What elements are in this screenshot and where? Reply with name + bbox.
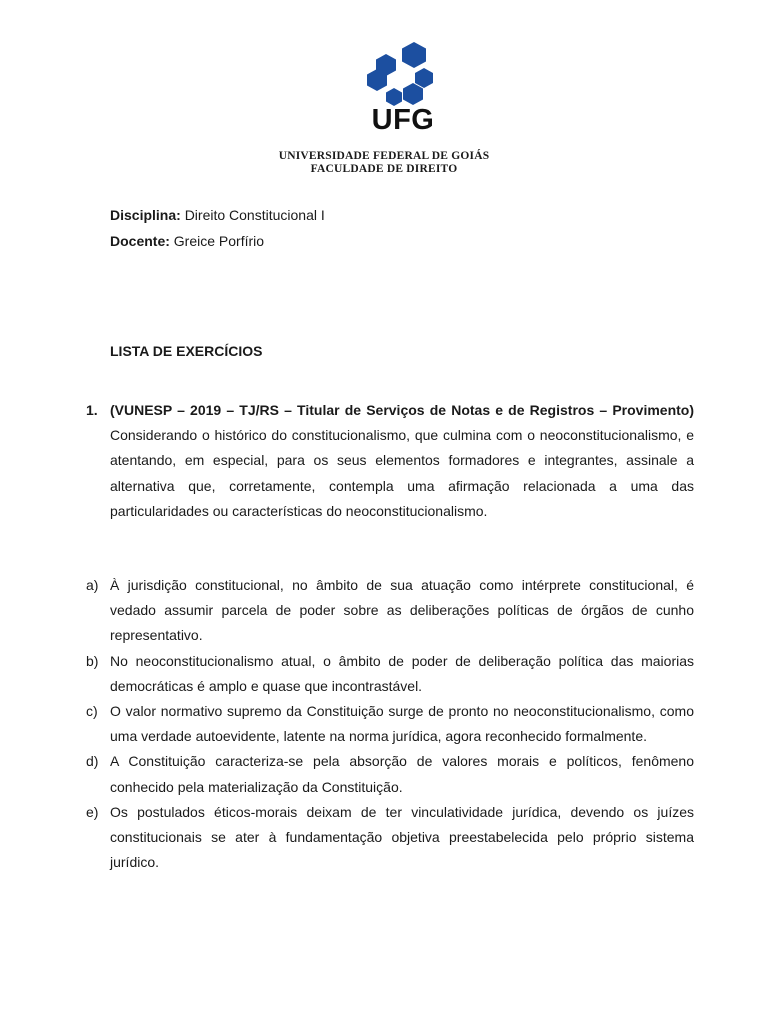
question-text: Considerando o histórico do constitucionalismo, que culmina com o neoconstitucionalismo, e atentando, em especial, para os seus elementos formadores e integrantes, assinale a alternativa que, corretamente, contempla uma afirmação relacionada a uma das particularidades ou características do neoconstitucionalismo.	[110, 427, 694, 519]
ufg-logo	[360, 40, 446, 140]
option-text: Os postulados éticos-morais deixam de ter vinculatividade jurídica, devendo os juízes constitucionais se ater à fundamentação objetiva preestabelecida pelo próprio sistema jurídico.	[110, 803, 694, 871]
question-number: 1.	[86, 402, 98, 418]
discipline-value: Direito Constitucional I	[184, 207, 325, 223]
teacher-value: Greice Porfírio	[173, 233, 265, 249]
question-1	[86, 398, 694, 524]
option-text: O valor normativo supremo da Constituição surge de pronto no neoconstitucionalismo, como uma verdade autoevidente, latente na norma jurídica, agora reconhecido formalmente.	[110, 703, 694, 745]
option-e	[86, 800, 694, 876]
option-c	[86, 699, 694, 749]
teacher-line	[110, 233, 264, 249]
logo-text: UFG	[371, 104, 435, 136]
option-text: À jurisdição constitucional, no âmbito de sua atuação como intérprete constitucional, é vedado assumir parcela de poder sobre as deliberações políticas de órgãos de cunho representativo.	[110, 577, 694, 644]
answer-options	[86, 573, 694, 875]
teacher-label: Docente:	[110, 233, 170, 249]
option-text: No neoconstitucionalismo atual, o âmbito de poder de deliberação política das maiorias democráticas é amplo e quase que incontrastável.	[110, 652, 694, 694]
hexagon-cluster-icon	[360, 40, 446, 106]
option-text: A Constituição caracteriza-se pela absorção de valores morais e políticos, fenômeno conhecido pela materialização da Constituição.	[110, 753, 694, 795]
option-a	[86, 573, 694, 649]
institution-header	[0, 150, 768, 176]
option-letter: c)	[86, 703, 98, 720]
university-name: UNIVERSIDADE FEDERAL DE GOIÁS	[278, 150, 490, 162]
faculty-name: FACULDADE DE DIREITO	[310, 163, 458, 175]
option-letter: a)	[86, 577, 99, 593]
option-letter: d)	[86, 753, 99, 770]
option-letter: e)	[86, 803, 99, 820]
discipline-label: Disciplina:	[110, 207, 181, 223]
discipline-line	[110, 207, 325, 223]
option-b	[86, 649, 694, 699]
option-d	[86, 749, 694, 799]
option-letter: b)	[86, 652, 99, 669]
list-title: LISTA DE EXERCÍCIOS	[110, 343, 263, 359]
question-source: (VUNESP – 2019 – TJ/RS – Titular de Serviços de Notas e de Registros – Provimento)	[110, 402, 694, 418]
